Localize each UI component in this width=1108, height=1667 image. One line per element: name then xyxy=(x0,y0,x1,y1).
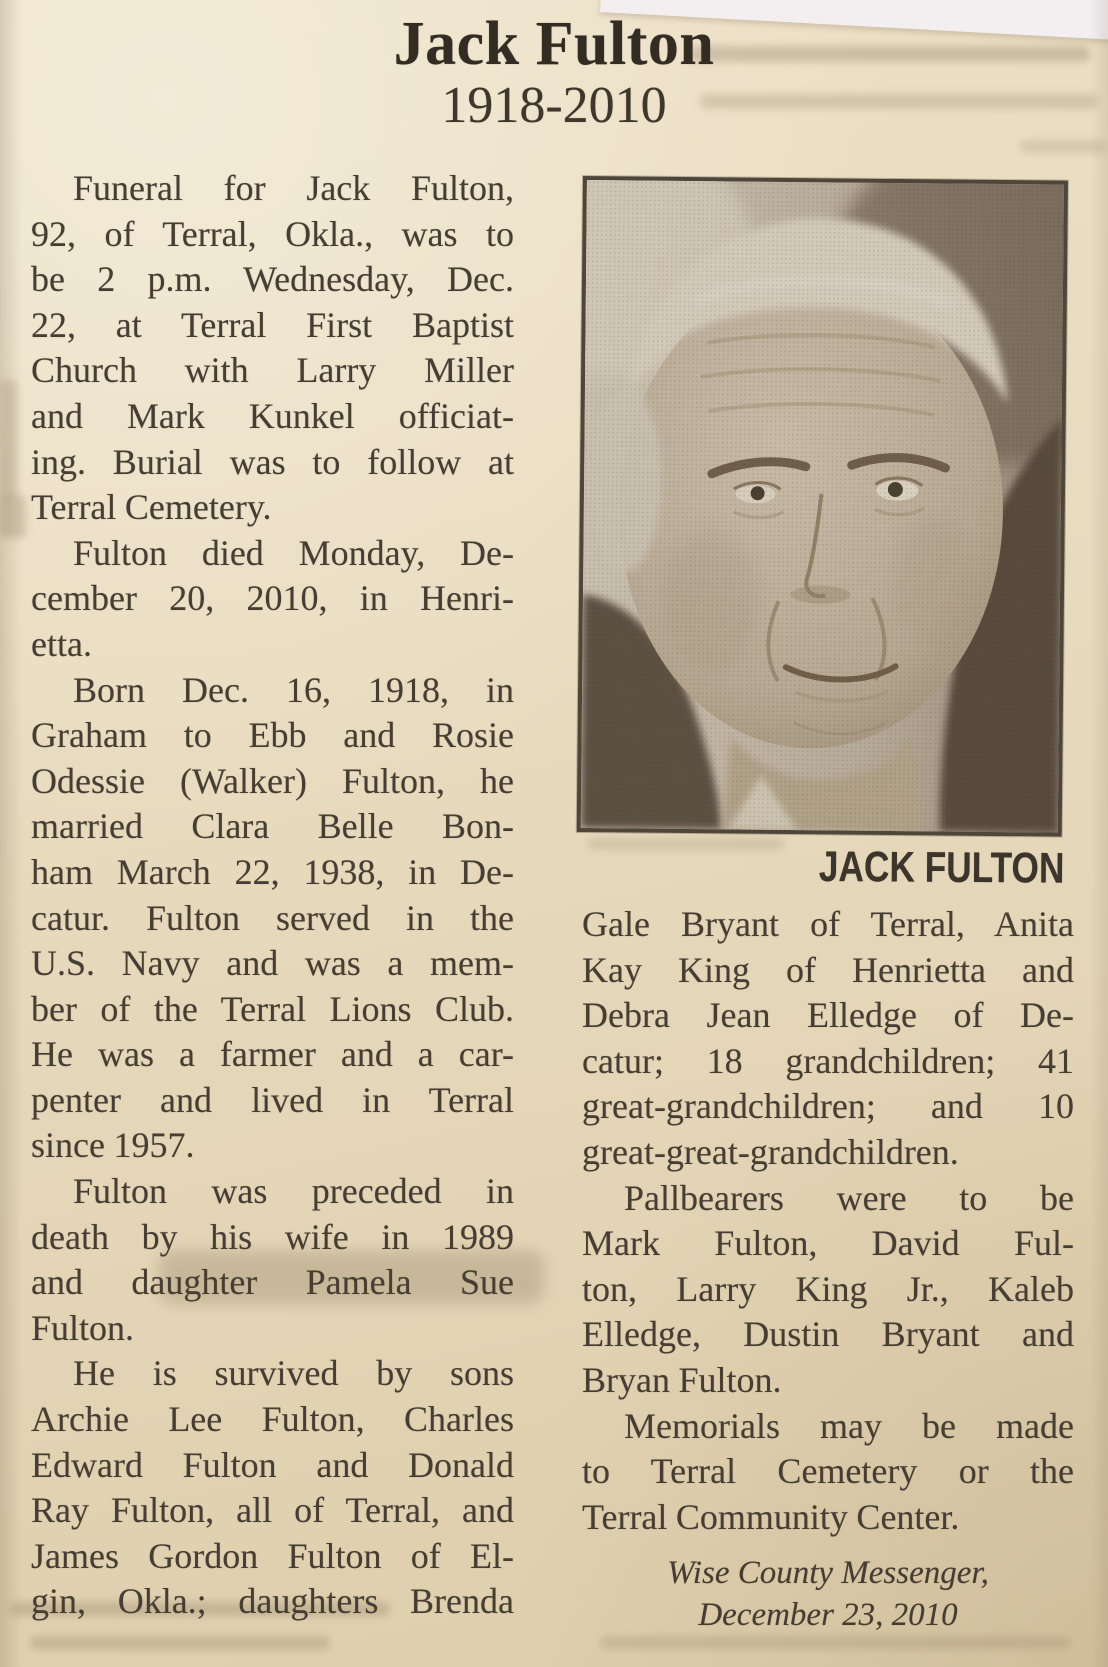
obituary-header xyxy=(0,12,1108,134)
paragraph xyxy=(31,1169,514,1351)
text-line: ham March 22, 1938, in De- xyxy=(31,851,514,892)
text-line: and daughter Pamela Sue xyxy=(31,1262,514,1303)
text-line: be 2 p.m. Wednesday, Dec. xyxy=(31,259,514,300)
text-line: Edward Fulton and Donald xyxy=(31,1444,514,1485)
paragraph xyxy=(31,668,514,1170)
text-line: etta. xyxy=(31,623,92,664)
text-line: He was a farmer and a car- xyxy=(31,1034,514,1075)
obituary-title: Jack Fulton xyxy=(393,10,715,78)
text-line: Ray Fulton, all of Terral, and xyxy=(31,1490,514,1531)
text-line: ton, Larry King Jr., Kaleb xyxy=(582,1268,1074,1309)
bleed-through-smudge xyxy=(600,1636,1070,1649)
bleed-through-smudge xyxy=(30,1636,330,1650)
paragraph xyxy=(582,1176,1074,1404)
text-line: Elledge, Dustin Bryant and xyxy=(582,1314,1074,1355)
attribution-source: Wise County Messenger, xyxy=(667,1555,989,1591)
text-line: ber of the Terral Lions Club. xyxy=(31,988,514,1029)
text-line: married Clara Belle Bon- xyxy=(31,806,514,847)
left-column xyxy=(31,166,514,1625)
text-line: catur; 18 grandchildren; 41 xyxy=(582,1040,1074,1081)
text-line: Bryan Fulton. xyxy=(582,1359,782,1400)
text-line: catur. Fulton served in the xyxy=(31,897,514,938)
photo-caption xyxy=(583,842,1065,893)
text-line: since 1957. xyxy=(31,1125,195,1166)
text-line: Funeral for Jack Fulton, xyxy=(73,168,514,208)
text-line: Odessie (Walker) Fulton, he xyxy=(31,760,514,801)
text-line: Terral Community Center. xyxy=(582,1496,960,1537)
text-line: Church with Larry Miller xyxy=(31,350,514,391)
page-left-shadow xyxy=(0,0,22,1667)
text-line: Kay King of Henrietta and xyxy=(582,949,1074,990)
text-line: death by his wife in 1989 xyxy=(31,1216,514,1257)
text-line: Fulton was preceded in xyxy=(73,1171,514,1212)
text-line: Born Dec. 16, 1918, in xyxy=(73,669,514,710)
text-line: ing. Burial was to follow at xyxy=(31,441,514,482)
right-column xyxy=(582,902,1074,1540)
portrait-photo xyxy=(577,176,1068,837)
photo-caption-text: JACK FULTON xyxy=(818,842,1065,893)
paragraph xyxy=(582,902,1074,1176)
text-line: He is survived by sons xyxy=(73,1353,514,1394)
text-line: to Terral Cemetery or the xyxy=(582,1451,1074,1492)
text-line: Terral Cemetery. xyxy=(31,487,272,528)
paragraph xyxy=(582,1404,1074,1541)
text-line: Gale Bryant of Terral, Anita xyxy=(582,904,1074,944)
obituary-years: 1918-2010 xyxy=(441,77,667,135)
text-line: Mark Fulton, David Ful- xyxy=(582,1223,1074,1264)
text-line: gin, Okla.; daughters Brenda xyxy=(31,1581,514,1622)
paragraph xyxy=(31,166,514,531)
text-line: Fulton died Monday, De- xyxy=(73,532,514,573)
page-right-shadow xyxy=(1090,0,1108,1667)
text-line: great-great-grandchildren. xyxy=(582,1131,959,1172)
text-line: U.S. Navy and was a mem- xyxy=(31,943,514,984)
text-line: Fulton. xyxy=(31,1307,135,1348)
text-line: penter and lived in Terral xyxy=(31,1079,514,1120)
paragraph xyxy=(31,531,514,668)
text-line: and Mark Kunkel officiat- xyxy=(31,395,514,436)
paragraph xyxy=(31,1351,514,1625)
text-line: great-grandchildren; and 10 xyxy=(582,1086,1074,1127)
attribution-date: December 23, 2010 xyxy=(698,1597,958,1633)
text-line: cember 20, 2010, in Henri- xyxy=(31,578,514,619)
portrait-illustration xyxy=(581,180,1064,833)
text-line: 22, at Terral First Baptist xyxy=(31,304,514,345)
text-line: James Gordon Fulton of El- xyxy=(31,1535,514,1576)
text-line: 92, of Terral, Okla., was to xyxy=(31,213,514,254)
attribution xyxy=(582,1552,1074,1636)
text-line: Pallbearers were to be xyxy=(624,1177,1074,1218)
text-line: Memorials may be made xyxy=(624,1405,1074,1446)
text-line: Debra Jean Elledge of De- xyxy=(582,995,1074,1036)
text-line: Archie Lee Fulton, Charles xyxy=(31,1399,514,1440)
text-line: Graham to Ebb and Rosie xyxy=(31,715,514,756)
